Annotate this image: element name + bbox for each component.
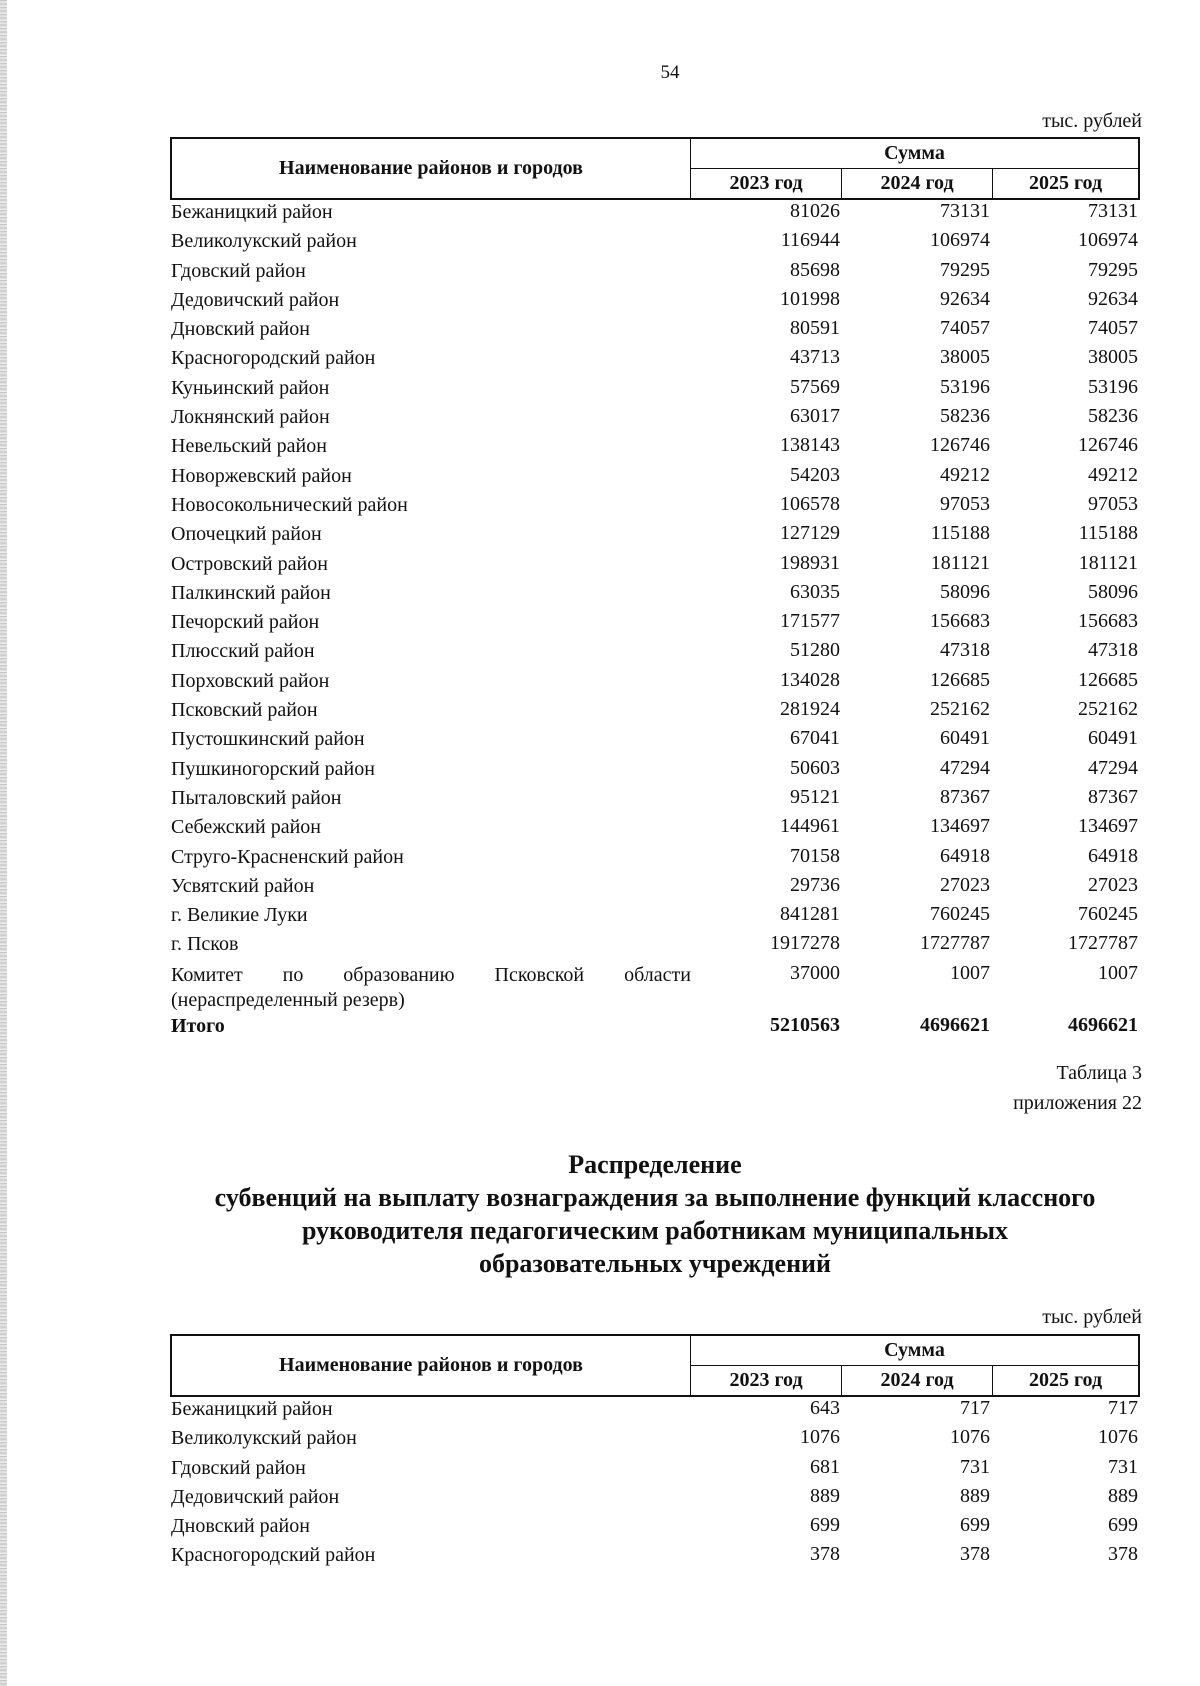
row-name: Опочецкий район <box>171 523 322 546</box>
table-row <box>170 581 1140 610</box>
row-name: Усвятский район <box>171 874 315 897</box>
value-2025: 126746 <box>1078 434 1138 457</box>
value-2023: 106578 <box>780 492 840 515</box>
value-2024: 106974 <box>930 229 990 252</box>
table-row <box>170 229 1140 258</box>
row-name: Дедовичский район <box>171 1485 340 1508</box>
table1-header-year-2023: 2023 год <box>691 169 842 198</box>
row-name: Бежаницкий район <box>171 201 333 223</box>
table-row <box>170 786 1140 815</box>
value-2024: 74057 <box>940 317 990 340</box>
table2-header <box>170 1334 1140 1397</box>
row-name: Великолукский район <box>171 1427 357 1450</box>
row-name: Невельский район <box>171 435 327 458</box>
row-name: Порховский район <box>171 669 330 692</box>
value-2025: 97053 <box>1088 492 1138 515</box>
table2-header-year-2024: 2024 год <box>842 1366 993 1395</box>
row-name: Плюсский район <box>171 640 315 663</box>
row-name: Великолукский район <box>171 230 357 253</box>
row-name: Пыталовский район <box>171 786 342 809</box>
value-2025: 126685 <box>1078 668 1138 691</box>
document-title-line4: образовательных учреждений <box>478 1249 832 1278</box>
value-2024: 126746 <box>930 434 990 457</box>
table-row <box>170 434 1140 463</box>
value-2024: 1007 <box>950 961 990 984</box>
value-2023: 54203 <box>790 463 840 486</box>
value-2024: 60491 <box>940 727 990 750</box>
value-2025: 1007 <box>1098 961 1138 984</box>
table2-units: тыс. рублей <box>1042 1306 1142 1328</box>
value-2024: 73131 <box>940 200 990 222</box>
value-2023: 95121 <box>790 785 840 808</box>
value-2023: 81026 <box>790 200 840 222</box>
value-2025: 27023 <box>1088 873 1138 896</box>
value-2023: 171577 <box>780 610 840 633</box>
table2-header-year-2025: 2025 год <box>1028 1369 1103 1391</box>
value-2023: 699 <box>810 1514 840 1537</box>
table-row <box>170 346 1140 375</box>
table-row <box>170 1426 1140 1455</box>
row-name: Пустошкинский район <box>171 728 365 751</box>
value-2023: 643 <box>810 1397 840 1419</box>
value-2024: 1727787 <box>920 932 990 955</box>
row-name: Пушкиногорский район <box>171 757 375 780</box>
table1-header-sum: Сумма <box>691 139 1138 169</box>
table-row <box>170 639 1140 668</box>
value-2025: 87367 <box>1088 785 1138 808</box>
table-row-committee <box>170 962 1140 1014</box>
value-2025: 47294 <box>1088 756 1138 779</box>
row-name: Новосокольнический район <box>171 493 408 516</box>
row-name: Итого <box>171 1014 225 1037</box>
value-2024: 156683 <box>930 610 990 633</box>
table-reference-line2: приложения 22 <box>1013 1092 1142 1114</box>
table1-header-year-2025: 2025 год <box>1028 172 1103 194</box>
table-row <box>170 815 1140 844</box>
value-2024: 97053 <box>940 492 990 515</box>
value-2023: 138143 <box>780 434 840 457</box>
document-title-line2: субвенций на выплату вознаграждения за выполнение функций классного <box>214 1183 1096 1212</box>
table1-header-name: Наименование районов и городов <box>172 139 691 198</box>
document-title-line3: руководителя педагогическим работникам муниципальных <box>301 1216 1009 1245</box>
value-2024: 79295 <box>940 258 990 281</box>
table-row <box>170 522 1140 551</box>
value-2023: 70158 <box>790 844 840 867</box>
value-2023: 67041 <box>790 727 840 750</box>
value-2024: 252162 <box>930 698 990 721</box>
value-2025: 4696621 <box>1068 1013 1138 1036</box>
value-2023: 85698 <box>790 258 840 281</box>
table-row <box>170 1456 1140 1485</box>
table1-body <box>170 200 1140 1043</box>
row-name: Гдовский район <box>171 1456 306 1479</box>
value-2025: 731 <box>1108 1455 1138 1478</box>
table2-header-year-2023: 2023 год <box>691 1366 842 1395</box>
value-2025: 53196 <box>1088 375 1138 398</box>
value-2024: 47294 <box>940 756 990 779</box>
row-name: Островский район <box>171 552 328 575</box>
table-row <box>170 1543 1140 1572</box>
table-row <box>170 317 1140 346</box>
committee-word: Комитет <box>171 963 243 986</box>
document-title-line1: Распределение <box>568 1150 742 1179</box>
value-2023: 57569 <box>790 375 840 398</box>
table2-header-name: Наименование районов и городов <box>172 1336 691 1395</box>
table-row <box>170 757 1140 786</box>
table-row <box>170 405 1140 434</box>
value-2023: 889 <box>810 1484 840 1507</box>
value-2025: 181121 <box>1078 551 1138 574</box>
value-2023: 198931 <box>780 551 840 574</box>
value-2023: 1917278 <box>770 932 840 955</box>
value-2024: 717 <box>960 1397 990 1419</box>
value-2024: 27023 <box>940 873 990 896</box>
value-2025: 760245 <box>1078 903 1138 926</box>
row-name: Дедовичский район <box>171 288 340 311</box>
value-2025: 134697 <box>1078 815 1138 838</box>
committee-word: области <box>624 963 691 986</box>
value-2023: 101998 <box>780 287 840 310</box>
value-2025: 115188 <box>1078 522 1138 545</box>
row-name: Дновский район <box>171 318 310 341</box>
row-name: Красногородский район <box>171 347 376 370</box>
value-2025: 717 <box>1108 1397 1138 1419</box>
committee-word: образованию <box>343 963 455 986</box>
table1-header <box>170 137 1140 200</box>
value-2025: 58236 <box>1088 405 1138 428</box>
row-name: Гдовский район <box>171 259 306 282</box>
row-name: Дновский район <box>171 1515 310 1538</box>
committee-line1 <box>171 963 691 988</box>
value-2025: 38005 <box>1088 346 1138 369</box>
value-2023: 37000 <box>790 961 840 984</box>
value-2023: 134028 <box>780 668 840 691</box>
value-2024: 92634 <box>940 287 990 310</box>
value-2023: 127129 <box>780 522 840 545</box>
value-2024: 731 <box>960 1455 990 1478</box>
value-2023: 80591 <box>790 317 840 340</box>
committee-line2: (нераспределенный резерв) <box>171 988 405 1011</box>
value-2023: 63035 <box>790 580 840 603</box>
value-2023: 144961 <box>780 815 840 838</box>
value-2024: 58236 <box>940 405 990 428</box>
table-row <box>170 903 1140 932</box>
table-row <box>170 259 1140 288</box>
row-name: Псковский район <box>171 699 318 722</box>
table-row <box>170 464 1140 493</box>
value-2024: 38005 <box>940 346 990 369</box>
table-row <box>170 610 1140 639</box>
value-2024: 126685 <box>930 668 990 691</box>
table-row <box>170 1485 1140 1514</box>
value-2025: 106974 <box>1078 229 1138 252</box>
value-2023: 43713 <box>790 346 840 369</box>
value-2025: 699 <box>1108 1514 1138 1537</box>
table-row <box>170 1397 1140 1426</box>
value-2025: 378 <box>1108 1543 1138 1566</box>
value-2025: 252162 <box>1078 698 1138 721</box>
committee-word: по <box>282 963 304 986</box>
value-2025: 1076 <box>1098 1426 1138 1449</box>
value-2023: 50603 <box>790 756 840 779</box>
value-2024: 760245 <box>930 903 990 926</box>
table-row <box>170 698 1140 727</box>
value-2024: 181121 <box>930 551 990 574</box>
value-2023: 1076 <box>800 1426 840 1449</box>
value-2023: 51280 <box>790 639 840 662</box>
committee-word: Псковской <box>494 963 585 986</box>
table-row <box>170 727 1140 756</box>
value-2025: 74057 <box>1088 317 1138 340</box>
row-name: Себежский район <box>171 816 321 839</box>
table-reference-line1: Таблица 3 <box>1056 1062 1142 1084</box>
value-2025: 889 <box>1108 1484 1138 1507</box>
value-2023: 281924 <box>780 698 840 721</box>
table2-header-sum: Сумма <box>691 1336 1138 1366</box>
value-2025: 60491 <box>1088 727 1138 750</box>
table-row <box>170 932 1140 961</box>
value-2024: 47318 <box>940 639 990 662</box>
table-row <box>170 376 1140 405</box>
table-row <box>170 200 1140 229</box>
value-2024: 49212 <box>940 463 990 486</box>
table-row <box>170 845 1140 874</box>
row-name: Куньинский район <box>171 376 330 399</box>
table1-header-year-2024: 2024 год <box>842 169 993 198</box>
row-name: Печорский район <box>171 611 320 634</box>
value-2024: 53196 <box>940 375 990 398</box>
page-number: 54 <box>660 62 680 83</box>
value-2024: 64918 <box>940 844 990 867</box>
value-2024: 378 <box>960 1543 990 1566</box>
value-2025: 1727787 <box>1068 932 1138 955</box>
table-row <box>170 288 1140 317</box>
value-2023: 29736 <box>790 873 840 896</box>
value-2023: 116944 <box>780 229 840 252</box>
row-name: Новоржевский район <box>171 464 352 487</box>
value-2023: 841281 <box>780 903 840 926</box>
value-2024: 134697 <box>930 815 990 838</box>
value-2025: 79295 <box>1088 258 1138 281</box>
value-2024: 58096 <box>940 580 990 603</box>
document-title <box>170 1148 1140 1280</box>
value-2024: 87367 <box>940 785 990 808</box>
row-name: г. Псков <box>171 933 239 956</box>
value-2023: 378 <box>810 1543 840 1566</box>
row-name: Красногородский район <box>171 1544 376 1567</box>
table-row <box>170 669 1140 698</box>
scan-edge <box>0 0 7 1686</box>
value-2025: 49212 <box>1088 463 1138 486</box>
table-row <box>170 552 1140 581</box>
value-2024: 115188 <box>930 522 990 545</box>
table-row <box>170 874 1140 903</box>
value-2025: 64918 <box>1088 844 1138 867</box>
value-2025: 58096 <box>1088 580 1138 603</box>
table-reference <box>1013 1058 1142 1118</box>
table-row-total <box>170 1014 1140 1043</box>
value-2024: 1076 <box>950 1426 990 1449</box>
table-row <box>170 1514 1140 1543</box>
value-2023: 5210563 <box>770 1013 840 1036</box>
value-2023: 681 <box>810 1455 840 1478</box>
table2-body <box>170 1397 1140 1573</box>
row-name: Струго-Красненский район <box>171 845 404 868</box>
value-2025: 47318 <box>1088 639 1138 662</box>
value-2023: 63017 <box>790 405 840 428</box>
table1-units: тыс. рублей <box>1042 110 1142 132</box>
value-2024: 4696621 <box>920 1013 990 1036</box>
row-name: Бежаницкий район <box>171 1398 333 1420</box>
table-row <box>170 493 1140 522</box>
value-2024: 699 <box>960 1514 990 1537</box>
value-2025: 156683 <box>1078 610 1138 633</box>
row-name: г. Великие Луки <box>171 904 308 927</box>
row-name: Локнянский район <box>171 406 330 429</box>
value-2025: 73131 <box>1088 200 1138 222</box>
row-name: Палкинский район <box>171 581 331 604</box>
row-name <box>171 963 691 1013</box>
value-2025: 92634 <box>1088 287 1138 310</box>
value-2024: 889 <box>960 1484 990 1507</box>
